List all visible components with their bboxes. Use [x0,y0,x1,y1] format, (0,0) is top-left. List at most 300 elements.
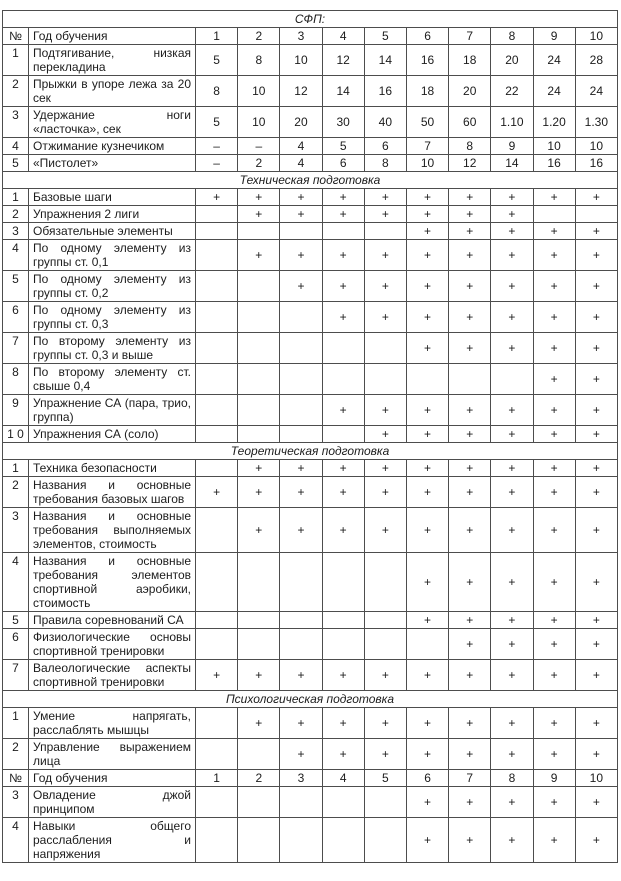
table-row [3,302,618,333]
value-cell: + [322,271,364,302]
value-cell: 6 [322,155,364,172]
value-cell [238,364,280,395]
year-number-cell: 3 [280,770,322,787]
value-cell: + [322,460,364,477]
value-cell [238,739,280,770]
value-cell [196,612,238,629]
value-cell [280,395,322,426]
value-cell: 20 [280,107,322,138]
value-cell: 18 [449,45,491,76]
value-cell: + [364,739,406,770]
value-cell: + [406,271,448,302]
value-cell: 5 [322,138,364,155]
row-number-cell: 7 [3,660,29,691]
row-number-cell: 3 [3,223,29,240]
row-number-cell: 5 [3,271,29,302]
value-cell [280,629,322,660]
value-cell: + [364,395,406,426]
value-cell: + [449,206,491,223]
row-number-cell: 2 [3,76,29,107]
number-header-cell: № [3,770,29,787]
value-cell: + [364,426,406,443]
value-cell: 14 [322,76,364,107]
value-cell: + [449,477,491,508]
value-cell: – [238,138,280,155]
value-cell: 22 [491,76,533,107]
value-cell: + [280,206,322,223]
value-cell: 4 [280,155,322,172]
row-name-cell: Упражнения СА (соло) [29,426,196,443]
value-cell: + [364,302,406,333]
value-cell [196,271,238,302]
row-number-cell: 9 [3,395,29,426]
value-cell: + [280,708,322,739]
value-cell: 50 [406,107,448,138]
value-cell: + [491,240,533,271]
value-cell: + [406,426,448,443]
value-cell: + [238,189,280,206]
value-cell: + [575,395,617,426]
value-cell: + [449,612,491,629]
value-cell: + [533,223,575,240]
value-cell: + [491,302,533,333]
value-cell: 9 [491,138,533,155]
value-cell: + [406,708,448,739]
value-cell: + [406,508,448,553]
value-cell [280,612,322,629]
value-cell: + [449,708,491,739]
value-cell [364,223,406,240]
value-cell [238,223,280,240]
value-cell: + [575,508,617,553]
value-cell [238,629,280,660]
value-cell [280,553,322,612]
row-number-cell: 3 [3,787,29,818]
value-cell [491,364,533,395]
value-cell: + [364,206,406,223]
value-cell [364,333,406,364]
section-title-cell: Теоретическая подготовка [3,443,618,460]
value-cell: 8 [238,45,280,76]
table-row [3,426,618,443]
value-cell: 40 [364,107,406,138]
value-cell: 1.30 [575,107,617,138]
value-cell: + [575,189,617,206]
row-name-cell: По одному элементу из группы ст. 0,1 [29,240,196,271]
row-name-cell: Навыки общего расслабления и напряжения [29,818,196,863]
value-cell [364,612,406,629]
row-name-cell: Умение напрягать, расслаблять мышцы [29,708,196,739]
value-cell: + [449,818,491,863]
year-number-cell: 6 [406,770,448,787]
row-name-cell: Обязательные элементы [29,223,196,240]
section-divider-row [3,443,618,460]
value-cell: + [322,206,364,223]
value-cell: + [406,660,448,691]
year-number-cell: 4 [322,770,364,787]
value-cell: 16 [575,155,617,172]
row-number-cell: 4 [3,240,29,271]
value-cell [280,426,322,443]
table-row [3,787,618,818]
value-cell: + [280,460,322,477]
value-cell [364,629,406,660]
value-cell: 8 [196,76,238,107]
value-cell [196,426,238,443]
row-name-cell: Физиологические основы спортивной тренировки [29,629,196,660]
value-cell: + [575,240,617,271]
value-cell: 24 [533,76,575,107]
value-cell: + [491,708,533,739]
value-cell: + [575,708,617,739]
training-table-body [3,11,618,863]
year-number-cell: 10 [575,770,617,787]
value-cell [406,629,448,660]
value-cell: + [322,660,364,691]
value-cell: + [533,271,575,302]
year-number-cell: 6 [406,28,448,45]
value-cell: + [533,364,575,395]
row-name-cell: Удержание ноги «ласточка», сек [29,107,196,138]
value-cell [196,818,238,863]
row-name-cell: Названия и основные требования элементов спортивной аэробики, стоимость [29,553,196,612]
row-number-cell: 2 [3,477,29,508]
value-cell: + [491,426,533,443]
value-cell: + [406,333,448,364]
value-cell: 20 [449,76,491,107]
value-cell: 20 [491,45,533,76]
value-cell [196,787,238,818]
table-row [3,138,618,155]
value-cell: + [575,787,617,818]
value-cell: 8 [364,155,406,172]
table-row [3,76,618,107]
row-number-cell: 6 [3,302,29,333]
value-cell: + [491,271,533,302]
value-cell: 10 [533,138,575,155]
row-name-cell: Отжимание кузнечиком [29,138,196,155]
value-cell: + [406,612,448,629]
training-table [2,10,618,863]
value-cell: + [491,629,533,660]
value-cell [196,553,238,612]
table-row [3,508,618,553]
value-cell: + [364,477,406,508]
value-cell [322,629,364,660]
table-row [3,553,618,612]
value-cell: + [238,708,280,739]
value-cell: + [575,333,617,364]
value-cell: + [449,739,491,770]
value-cell [322,426,364,443]
value-cell: 12 [280,76,322,107]
value-cell: + [196,660,238,691]
value-cell: 1.20 [533,107,575,138]
value-cell: + [406,477,448,508]
value-cell: 14 [491,155,533,172]
value-cell: + [533,553,575,612]
value-cell [196,460,238,477]
number-header-cell: № [3,28,29,45]
value-cell [364,787,406,818]
value-cell: + [449,629,491,660]
value-cell: + [449,787,491,818]
value-cell: + [449,660,491,691]
value-cell: 16 [533,155,575,172]
year-number-cell: 7 [449,28,491,45]
value-cell: + [449,553,491,612]
document-page [0,10,621,881]
value-cell [322,553,364,612]
value-cell: + [406,302,448,333]
row-name-cell: Упражнения 2 лиги [29,206,196,223]
value-cell: 60 [449,107,491,138]
value-cell: 18 [406,76,448,107]
row-number-cell: 1 [3,460,29,477]
row-number-cell: 4 [3,553,29,612]
row-name-cell: Упражнение СА (пара, трио, группа) [29,395,196,426]
row-name-cell: По второму элементу ст. свыше 0,4 [29,364,196,395]
value-cell: – [196,155,238,172]
value-cell: + [449,333,491,364]
value-cell: + [533,333,575,364]
value-cell: + [364,660,406,691]
table-row [3,818,618,863]
value-cell [196,629,238,660]
value-cell: + [533,460,575,477]
row-number-cell: 4 [3,138,29,155]
value-cell: + [322,240,364,271]
value-cell [196,364,238,395]
value-cell [238,426,280,443]
value-cell: + [238,660,280,691]
value-cell: + [238,206,280,223]
value-cell: + [575,629,617,660]
table-row [3,708,618,739]
value-cell [406,364,448,395]
value-cell [196,302,238,333]
value-cell: 5 [196,45,238,76]
row-name-cell: Овладение джой принципом [29,787,196,818]
row-number-cell: 5 [3,155,29,172]
row-name-cell: Базовые шаги [29,189,196,206]
value-cell: + [575,426,617,443]
value-cell: + [533,818,575,863]
value-cell: + [533,426,575,443]
value-cell: + [491,508,533,553]
value-cell: 30 [322,107,364,138]
value-cell: + [491,612,533,629]
value-cell [196,206,238,223]
row-name-cell: По второму элементу из группы ст. 0,3 и выше [29,333,196,364]
row-name-cell: По одному элементу из группы ст. 0,2 [29,271,196,302]
value-cell: + [280,240,322,271]
value-cell: + [533,787,575,818]
row-name-cell: Названия и основные требования выполняемых элементов, стоимость [29,508,196,553]
value-cell: + [491,477,533,508]
table-row [3,333,618,364]
value-cell: + [491,553,533,612]
value-cell: + [491,223,533,240]
value-cell: + [533,477,575,508]
row-number-cell: 1 [3,708,29,739]
row-number-cell: 2 [3,206,29,223]
table-row [3,240,618,271]
value-cell: + [575,553,617,612]
value-cell: + [449,395,491,426]
table-row [3,395,618,426]
section-divider-row [3,172,618,189]
value-cell [364,818,406,863]
value-cell [280,223,322,240]
value-cell: 16 [406,45,448,76]
value-cell [238,818,280,863]
value-cell: 10 [238,107,280,138]
value-cell: + [575,364,617,395]
value-cell: + [491,739,533,770]
value-cell: + [364,271,406,302]
row-number-cell: 6 [3,629,29,660]
value-cell [533,206,575,223]
year-label-cell: Год обучения [29,28,196,45]
value-cell [280,302,322,333]
value-cell: + [491,660,533,691]
value-cell [238,302,280,333]
year-number-cell: 4 [322,28,364,45]
value-cell [364,553,406,612]
value-cell: + [280,508,322,553]
row-name-cell: Валеологические аспекты спортивной тренировки [29,660,196,691]
value-cell: + [575,460,617,477]
value-cell: + [280,477,322,508]
table-row [3,206,618,223]
section-title-cell: Техническая подготовка [3,172,618,189]
row-number-cell: 2 [3,739,29,770]
value-cell: + [575,477,617,508]
year-number-cell: 9 [533,28,575,45]
table-row [3,364,618,395]
table-row [3,660,618,691]
table-row [3,612,618,629]
value-cell: + [406,240,448,271]
table-row [3,189,618,206]
value-cell [196,739,238,770]
value-cell: 5 [196,107,238,138]
value-cell: + [491,460,533,477]
row-name-cell: «Пистолет» [29,155,196,172]
year-number-cell: 2 [238,28,280,45]
table-row [3,223,618,240]
value-cell: 16 [364,76,406,107]
value-cell: + [322,477,364,508]
value-cell: + [406,395,448,426]
value-cell: + [406,553,448,612]
row-name-cell: Управление выражением лица [29,739,196,770]
value-cell: + [491,787,533,818]
value-cell: + [533,629,575,660]
year-number-cell: 9 [533,770,575,787]
value-cell: 10 [406,155,448,172]
value-cell: + [406,739,448,770]
value-cell [196,708,238,739]
value-cell: + [533,612,575,629]
value-cell: + [533,660,575,691]
value-cell: + [533,302,575,333]
value-cell: + [449,302,491,333]
value-cell [364,364,406,395]
value-cell: + [575,612,617,629]
row-number-cell: 1 [3,189,29,206]
value-cell [196,333,238,364]
row-name-cell: Техника безопасности [29,460,196,477]
value-cell: + [280,271,322,302]
row-name-cell: Правила соревнований СА [29,612,196,629]
value-cell [238,612,280,629]
table-row [3,477,618,508]
value-cell: + [491,189,533,206]
value-cell: + [280,739,322,770]
value-cell: – [196,138,238,155]
value-cell: + [533,189,575,206]
value-cell: + [533,395,575,426]
table-title-row [3,11,618,28]
value-cell: 12 [322,45,364,76]
row-number-cell: 3 [3,508,29,553]
value-cell [575,206,617,223]
value-cell: + [449,460,491,477]
value-cell: + [280,189,322,206]
value-cell [280,333,322,364]
value-cell: 14 [364,45,406,76]
value-cell: + [406,818,448,863]
row-name-cell: Подтягивание, низкая перекладина [29,45,196,76]
value-cell: 10 [238,76,280,107]
value-cell: + [575,302,617,333]
value-cell: 24 [575,76,617,107]
value-cell [322,333,364,364]
value-cell: + [364,189,406,206]
year-number-cell: 3 [280,28,322,45]
value-cell [238,787,280,818]
section-divider-row [3,691,618,708]
value-cell [322,364,364,395]
value-cell [196,240,238,271]
row-number-cell: 1 0 [3,426,29,443]
value-cell: + [364,708,406,739]
value-cell: + [575,818,617,863]
value-cell: + [449,223,491,240]
value-cell [196,508,238,553]
value-cell [238,395,280,426]
year-number-cell: 5 [364,770,406,787]
year-number-cell: 8 [491,28,533,45]
value-cell: + [406,223,448,240]
table-row [3,460,618,477]
value-cell: 12 [449,155,491,172]
value-cell [280,787,322,818]
value-cell: + [406,787,448,818]
value-cell: + [449,508,491,553]
value-cell: + [322,395,364,426]
value-cell: + [406,460,448,477]
value-cell [449,364,491,395]
row-name-cell: По одному элементу из группы ст. 0,3 [29,302,196,333]
value-cell: + [322,708,364,739]
value-cell: 10 [280,45,322,76]
value-cell: + [491,206,533,223]
row-number-cell: 1 [3,45,29,76]
row-name-cell: Названия и основные требования базовых шагов [29,477,196,508]
